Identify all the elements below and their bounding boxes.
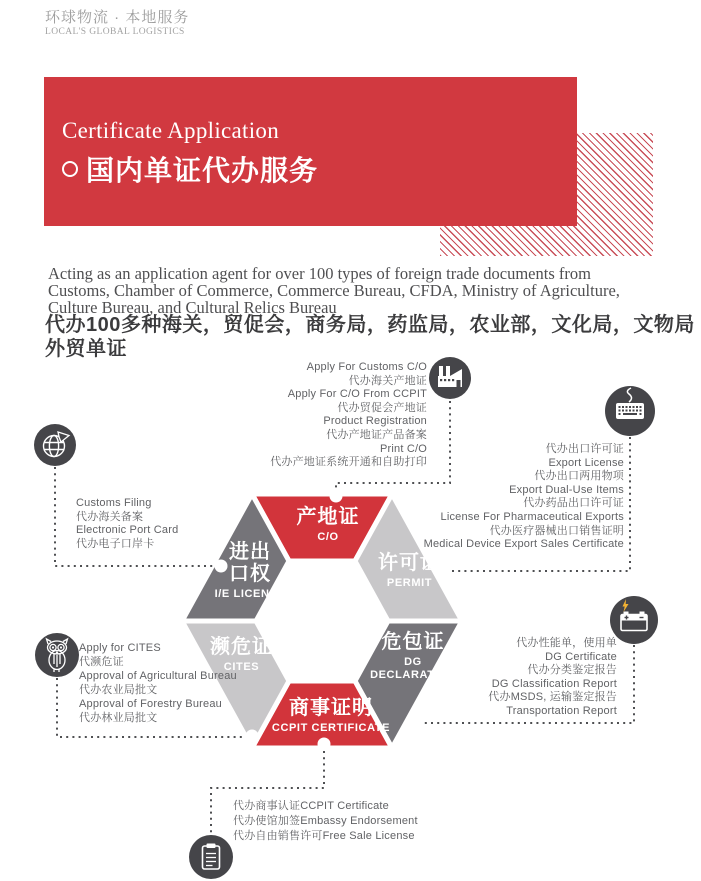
hex-label-ie-cn1: 进出 [229, 541, 271, 563]
list-line: 代办海关产地证 [348, 374, 427, 387]
list-line: Transportation Report [506, 704, 617, 717]
list-line: 代办电子口岸卡 [76, 537, 155, 550]
list-export-license [384, 443, 624, 552]
connector-dot [318, 738, 331, 751]
banner-title-cn: 国内单证代办服务 [86, 155, 319, 186]
hex-label-ie-en: I/E LICENSE [214, 588, 286, 600]
list-line: Apply For Customs C/O [306, 361, 427, 373]
list-line: 代办使馆加签Embassy Endorsement [233, 815, 418, 828]
hex-label-cites-en: CITES [223, 661, 260, 673]
hex-label-dg-en1: DG [404, 656, 422, 668]
list-line: 代办分类鉴定报告 [527, 664, 617, 677]
list-line: 代办性能单，使用单 [516, 637, 617, 649]
list-line: Electronic Port Card [76, 524, 179, 537]
list-line: 代办林业局批文 [79, 711, 158, 724]
list-line: 代办海关备案 [76, 510, 144, 523]
hex-label-permit [352, 552, 467, 590]
hex-label-ccpit-cn: 商事证明 [289, 697, 373, 719]
hex-label-ccpit-en: CCPIT CERTIFICATE [271, 722, 391, 734]
list-line: 代办产地证系统开通和自助打印 [270, 456, 427, 469]
list-line: Apply for CITES [79, 642, 161, 654]
list-line: 代办产地证产品备案 [326, 428, 427, 441]
hex-label-ie-cn2: 口权 [229, 563, 271, 585]
hex-label-co-cn: 产地证 [296, 506, 360, 528]
list-line: 代办自由销售许可Free Sale License [233, 830, 415, 843]
list-line: 代办MSDS, 运输鉴定报告 [488, 691, 617, 704]
list-line: Customs Filing [76, 497, 152, 509]
hex-label-dg-cn: 危包证 [381, 631, 445, 653]
list-line: 代办药品出口许可证 [523, 497, 624, 510]
hex-label-ccpit [246, 697, 416, 735]
hex-label-permit-cn: 许可证 [378, 552, 441, 574]
connector-dot [330, 490, 343, 503]
list-ccpit-certificate [233, 799, 463, 845]
list-line: Print C/O [379, 442, 427, 455]
list-line: Apply For C/O From CCPIT [287, 388, 427, 401]
hex-label-dg-en2: DECLARATION [370, 669, 456, 681]
hex-label-cites-cn: 濒危证 [210, 636, 273, 658]
factory-icon [429, 357, 471, 399]
owl-icon [35, 633, 79, 677]
banner-title-en: Certificate Application [62, 118, 280, 143]
list-line: DG Classification Report [491, 677, 617, 690]
globe-icon [34, 424, 76, 466]
list-line: 代办出口两用物项 [534, 470, 624, 483]
list-cites [79, 642, 254, 725]
list-line: 代办商事认证CCPIT Certificate [233, 800, 389, 812]
list-line: License For Pharmaceutical Exports [440, 510, 624, 523]
keyboard-icon [605, 386, 655, 436]
hex-label-co [258, 506, 398, 544]
list-line: Approval of Agricultural Bureau [79, 669, 237, 682]
list-line: Export Dual-Use Items [509, 483, 624, 496]
list-dg-declaration [437, 637, 617, 719]
intro-paragraph: Acting as an application agent for over 100 types of foreign trade documents from Customs, Chamber of Commerce, Commerce Bureau, CFDA, Ministry of Agriculture, Culture Bureau, and Cultural Relics Bureau [48, 264, 620, 317]
clipboard-icon [189, 835, 233, 879]
list-line: 代办农业局批文 [79, 683, 158, 696]
brand-name: 环球物流 · 本地服务 [45, 9, 190, 26]
list-line: DG Certificate [545, 650, 617, 663]
battery-icon [610, 596, 658, 644]
list-line: Export License [548, 456, 624, 469]
brand-tagline: LOCAL'S GLOBAL LOGISTICS [45, 27, 185, 37]
list-line: 代濒危证 [79, 655, 124, 668]
hex-label-permit-en: PERMIT [386, 577, 433, 589]
intro-heading-cn: 代办100多种海关，贸促会，商务局，药监局，农业部，文化局，文物局外贸单证 [45, 314, 695, 360]
hex-label-co-en: C/O [317, 531, 339, 543]
list-line: Medical Device Export Sales Certificate [423, 538, 624, 551]
list-line: 代办出口许可证 [545, 443, 624, 455]
list-customs-filing [76, 497, 246, 551]
list-line: 代办医疗器械出口销售证明 [489, 524, 624, 537]
list-line: Approval of Forestry Bureau [79, 697, 222, 710]
list-line: 代办贸促会产地证 [337, 401, 427, 414]
list-line: Product Registration [323, 415, 427, 428]
